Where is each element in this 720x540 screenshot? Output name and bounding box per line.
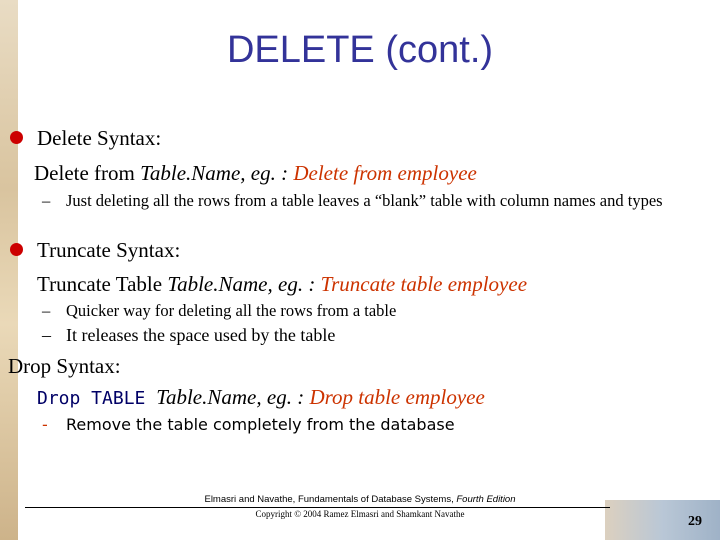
dash-marker: - [42,415,48,434]
delete-syntax-name: Table.Name, [140,161,246,185]
decorative-corner-image [605,500,720,540]
page-number: 29 [688,514,702,529]
bullet-dot-icon [10,243,23,256]
delete-syntax-example: Delete from employee [293,161,477,185]
truncate-heading: Truncate Syntax: [37,238,181,262]
drop-syntax-eg: eg. : [261,385,310,409]
delete-note [42,190,672,211]
dash-marker: – [42,191,51,210]
truncate-note-2-text: It releases the space used by the table [66,325,336,345]
decorative-side-strip [0,0,18,540]
drop-note-text: Remove the table completely from the database [66,415,455,434]
footer-citation [0,494,720,505]
footer-citation-edition: Fourth Edition [456,494,516,505]
truncate-syntax-eg: eg. : [272,272,321,296]
bullet-dot-icon [10,131,23,144]
truncate-syntax-name: Table.Name, [167,272,273,296]
delete-note-text: Just deleting all the rows from a table leaves a “blank” table with column names and types [66,191,663,210]
delete-syntax-line [34,161,477,185]
truncate-syntax-prefix: Truncate Table [37,272,168,296]
drop-syntax-name: Table.Name, [156,385,262,409]
truncate-note-2 [42,324,672,346]
delete-syntax-eg: eg. : [245,161,294,185]
drop-syntax-example: Drop table employee [309,385,485,409]
delete-syntax-prefix: Delete from [34,161,141,185]
footer-divider [25,507,610,508]
slide-title: DELETE (cont.) [226,29,494,71]
dash-marker: – [42,325,51,345]
truncate-syntax-example: Truncate table employee [320,272,528,296]
truncate-note-1-text: Quicker way for deleting all the rows from a table [66,301,397,320]
drop-syntax-prefix: Drop TABLE [37,388,157,409]
drop-heading: Drop Syntax: [8,354,121,378]
footer-copyright: Copyright © 2004 Ramez Elmasri and Shamkant Navathe [255,509,465,519]
dash-marker: – [42,301,51,320]
delete-heading: Delete Syntax: [37,126,162,150]
footer-citation-text: Elmasri and Navathe, Fundamentals of Database Systems, [204,494,457,505]
drop-syntax-line [37,385,485,411]
truncate-note-1 [42,300,672,321]
truncate-syntax-line [37,272,527,296]
drop-note [42,414,672,435]
